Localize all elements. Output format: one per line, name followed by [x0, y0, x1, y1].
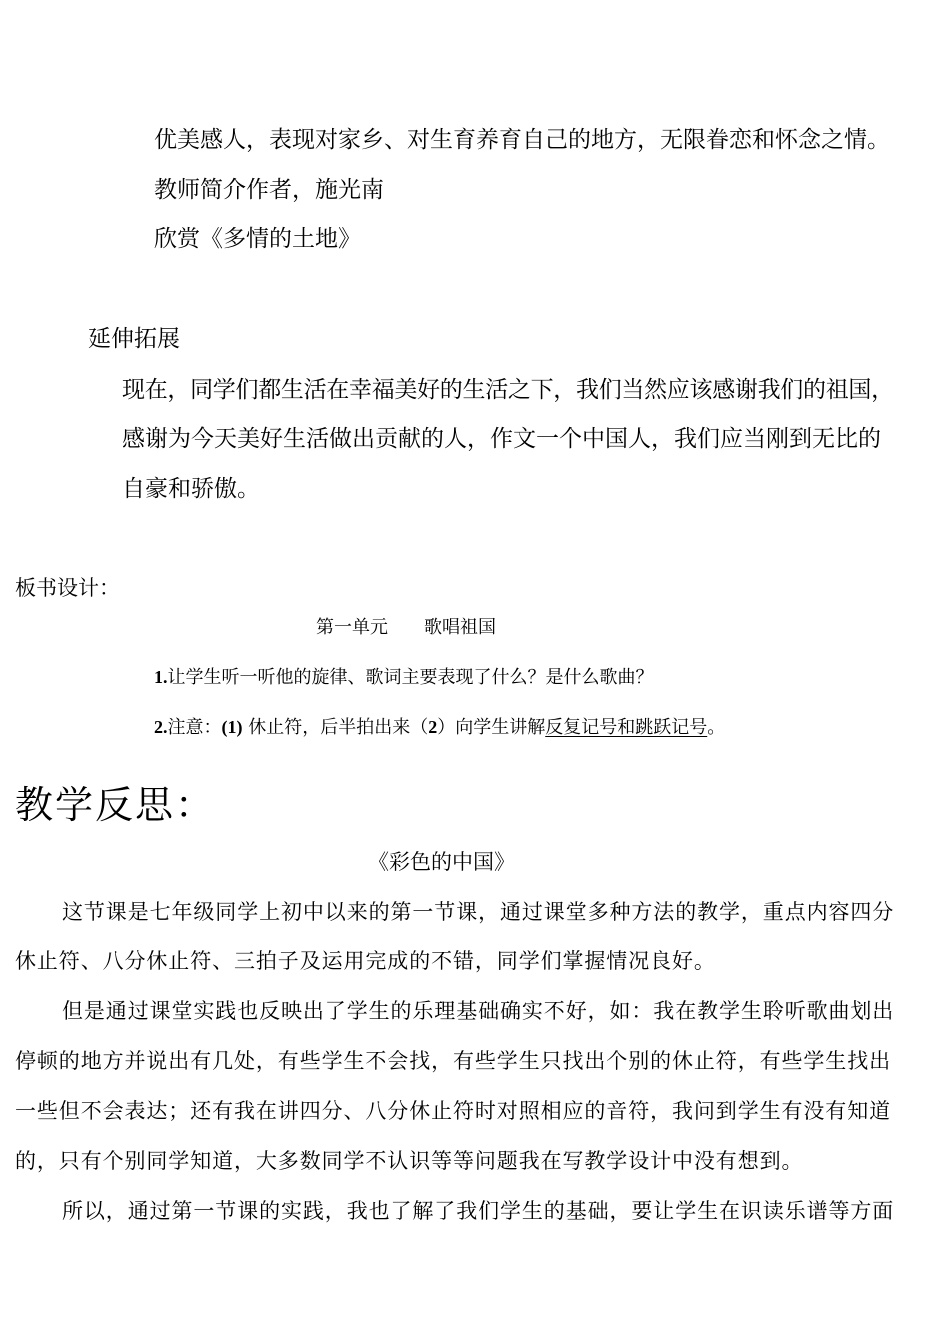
- reflection-line-7: 所以，通过第一节课的实践，我也了解了我们学生的基础，要让学生在识读乐谱等方面: [62, 1199, 895, 1223]
- board-item-2-point-2: 2: [428, 717, 438, 737]
- board-item-2-point-1: (1): [221, 717, 243, 737]
- reflection-line-6: 的，只有个别同学知道，大多数同学不认识等等问题我在写教学设计中没有想到。: [15, 1149, 804, 1173]
- extension-heading: 延伸拓展: [88, 326, 180, 352]
- board-label: 板书设计：: [15, 576, 120, 600]
- board-item-2-underlined: 反复记号和跳跃记号: [545, 717, 708, 738]
- board-item-2-end: 。: [707, 717, 726, 738]
- reflection-line-4: 停顿的地方并说出有几处，有些学生不会找，有些学生只找出个别的休止符，有些学生找出: [15, 1049, 891, 1073]
- board-title: 第一单元 歌唱祖国: [316, 617, 496, 638]
- board-item-1-text: 让学生听一听他的旋律、歌词主要表现了什么？是什么歌曲？: [167, 667, 654, 688]
- board-item-2: [154, 713, 725, 739]
- intro-line-3: 欣赏《多情的土地》: [154, 226, 361, 252]
- board-item-1: [154, 663, 654, 689]
- extension-para-line-3: 自豪和骄傲。: [122, 476, 260, 502]
- reflection-line-3: 但是通过课堂实践也反映出了学生的乐理基础确实不好，如：我在教学生聆听歌曲划出: [62, 999, 895, 1023]
- board-item-2-text-b: ）向学生讲解: [437, 717, 546, 738]
- intro-line-2: 教师简介作者，施光南: [154, 177, 384, 203]
- reflection-title: 《彩色的中国》: [368, 850, 515, 874]
- reflection-heading: 教学反思：: [15, 783, 216, 827]
- reflection-line-5: 一些但不会表达；还有我在讲四分、八分休止符时对照相应的音符，我问到学生有没有知道: [15, 1099, 891, 1123]
- board-item-2-number: 2.: [154, 717, 168, 737]
- board-item-2-label: 注意：: [167, 717, 222, 738]
- extension-para-line-1: 现在，同学们都生活在幸福美好的生活之下，我们当然应该感谢我们的祖国，: [122, 377, 894, 403]
- reflection-line-1: 这节课是七年级同学上初中以来的第一节课，通过课堂多种方法的教学，重点内容四分: [62, 900, 895, 924]
- extension-para-line-2: 感谢为今天美好生活做出贡献的人，作文一个中国人，我们应当刚到无比的: [122, 426, 881, 452]
- board-item-2-text-a: 休止符，后半拍出来（: [242, 717, 429, 738]
- intro-line-1: 优美感人，表现对家乡、对生育养育自己的地方，无限眷恋和怀念之情。: [154, 127, 890, 153]
- reflection-line-2: 休止符、八分休止符、三拍子及运用完成的不错，同学们掌握情况良好。: [15, 949, 716, 973]
- board-item-1-number: 1.: [154, 667, 168, 687]
